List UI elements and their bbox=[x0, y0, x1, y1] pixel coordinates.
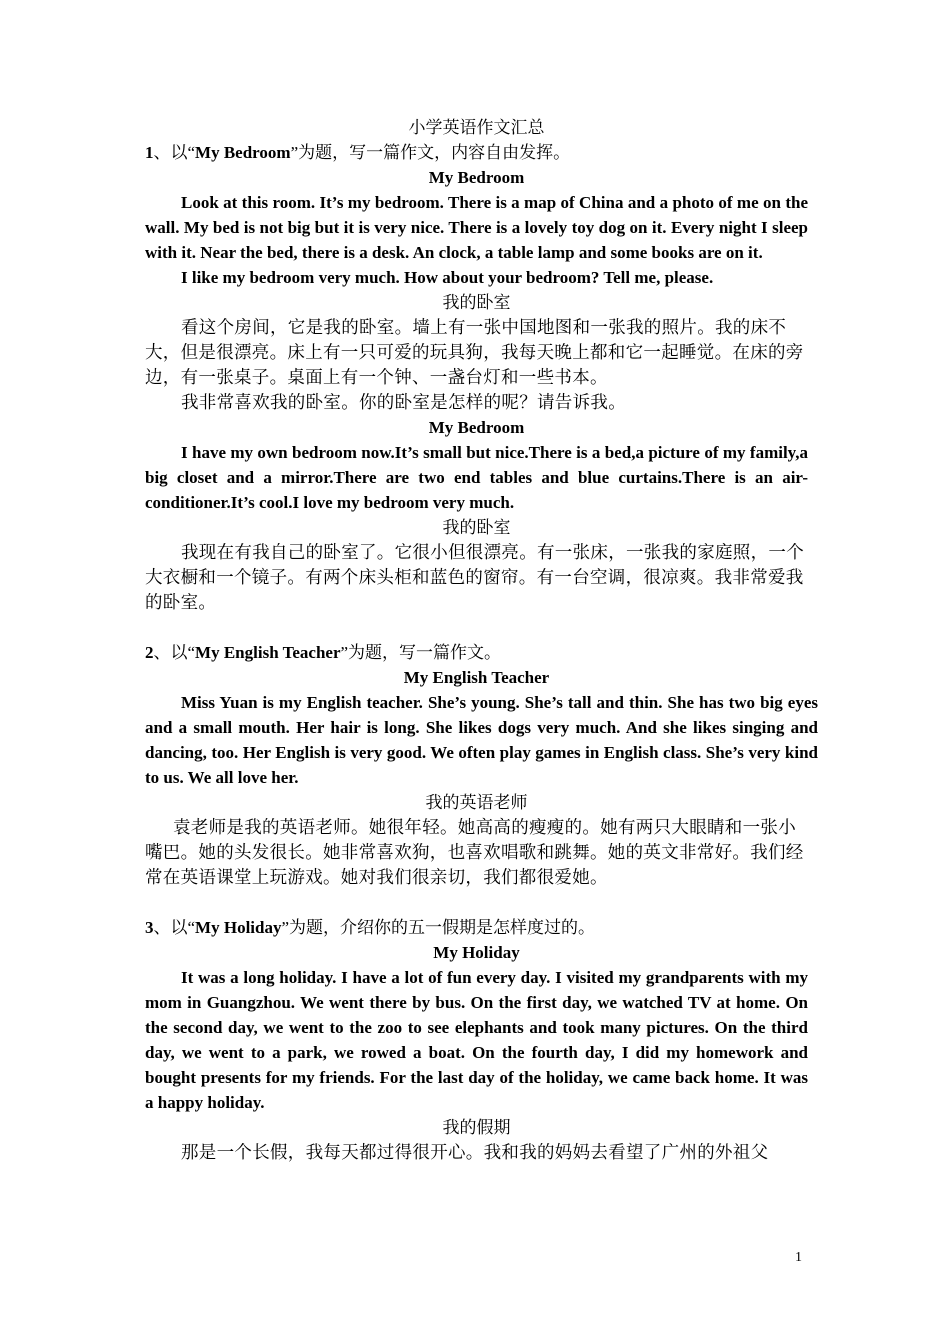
section-prompt-3 bbox=[145, 915, 808, 940]
translation-title: 我的卧室 bbox=[442, 518, 511, 537]
prompt-topic: My English Teacher bbox=[195, 643, 341, 662]
prompt-prefix: 、以“ bbox=[153, 143, 196, 162]
section-prompt-2 bbox=[145, 640, 808, 665]
translation-paragraph: 我非常喜欢我的卧室。你的卧室是怎样的呢？请告诉我。 bbox=[181, 392, 626, 412]
document-title: 小学英语作文汇总 bbox=[408, 118, 545, 137]
translation-paragraph: 那是一个长假，我每天都过得很开心。我和我的妈妈去看望了广州的外祖父 bbox=[181, 1142, 769, 1162]
essay-title: My English Teacher bbox=[403, 668, 550, 687]
essay-paragraph: It was a long holiday. I have a lot of fun every day. I visited my grandparents with my mom in Guangzhou. We went there by bus. On the first day, we watched TV at home. On the second day, we went to the zoo to see elephants and took many pictures. On the third day, we went to a park, we rowed a boat. On the fourth day, I did my homework and bought presents for my friends. For the last day of the holiday, we came back home. It was a happy holiday. bbox=[145, 968, 808, 1112]
section-number: 3 bbox=[145, 918, 154, 937]
essay-paragraph: Look at this room. It’s my bedroom. There is a map of China and a photo of me on the wall. My bed is not big but it is very nice. There is a lovely toy dog on it. Every night I sleep with it. Near the bed, there is a desk. An clock, a table lamp and some books are on it. bbox=[145, 193, 808, 262]
prompt-prefix: 、以“ bbox=[153, 918, 196, 937]
section-number: 1 bbox=[145, 143, 154, 162]
translation-paragraph: 袁老师是我的英语老师。她很年轻。她高高的瘦瘦的。她有两只大眼睛和一张小嘴巴。她的头发很长。她非常喜欢狗，也喜欢唱歌和跳舞。她的英文非常好。我们经常在英语课堂上玩游戏。她对我们很亲切，我们都很爱她。 bbox=[145, 817, 804, 887]
translation-title: 我的英语老师 bbox=[425, 793, 528, 812]
translation-paragraph: 看这个房间，它是我的卧室。墙上有一张中国地图和一张我的照片。我的床不大，但是很漂亮。床上有一只可爱的玩具狗，我每天晚上都和它一起睡觉。在床的旁边，有一张桌子。桌面上有一个钟、一盏台灯和一些书本。 bbox=[145, 317, 804, 387]
section-prompt-1 bbox=[145, 140, 808, 165]
prompt-suffix: ”为题，介绍你的五一假期是怎样度过的。 bbox=[281, 918, 596, 937]
essay-paragraph: I like my bedroom very much. How about your bedroom? Tell me, please. bbox=[181, 268, 714, 287]
translation-paragraph: 我现在有我自己的卧室了。它很小但很漂亮。有一张床，一张我的家庭照，一个大衣橱和一个镜子。有两个床头柜和蓝色的窗帘。有一台空调，很凉爽。我非常爱我的卧室。 bbox=[145, 542, 804, 612]
document-body bbox=[145, 115, 818, 1165]
prompt-suffix: ”为题，写一篇作文，内容自由发挥。 bbox=[290, 143, 571, 162]
essay-paragraph: Miss Yuan is my English teacher. She’s young. She’s tall and thin. She has two big eyes and a small mouth. Her hair is long. She likes dogs very much. And she likes singing and dancing, too. Her English is very good. We often play games in English class. She’s very kind to us. We all love her. bbox=[145, 693, 818, 787]
essay-title: My Bedroom bbox=[428, 418, 525, 437]
essay-title: My Holiday bbox=[433, 943, 520, 962]
prompt-suffix: ”为题，写一篇作文。 bbox=[340, 643, 502, 662]
page-number: 1 bbox=[795, 1250, 802, 1265]
section-number: 2 bbox=[145, 643, 154, 662]
blank-line bbox=[145, 890, 808, 915]
prompt-topic: My Bedroom bbox=[195, 143, 291, 162]
essay-paragraph: I have my own bedroom now.It’s small but nice.There is a bed,a picture of my family,a big closet and a mirror.There are two end tables and blue curtains.There is an air-conditioner.It’s cool.I love my bedroom very much. bbox=[145, 443, 808, 512]
blank-line bbox=[145, 615, 808, 640]
essay-title: My Bedroom bbox=[428, 168, 525, 187]
translation-title: 我的假期 bbox=[442, 1118, 511, 1137]
translation-title: 我的卧室 bbox=[442, 293, 511, 312]
prompt-prefix: 、以“ bbox=[153, 643, 196, 662]
prompt-topic: My Holiday bbox=[195, 918, 282, 937]
